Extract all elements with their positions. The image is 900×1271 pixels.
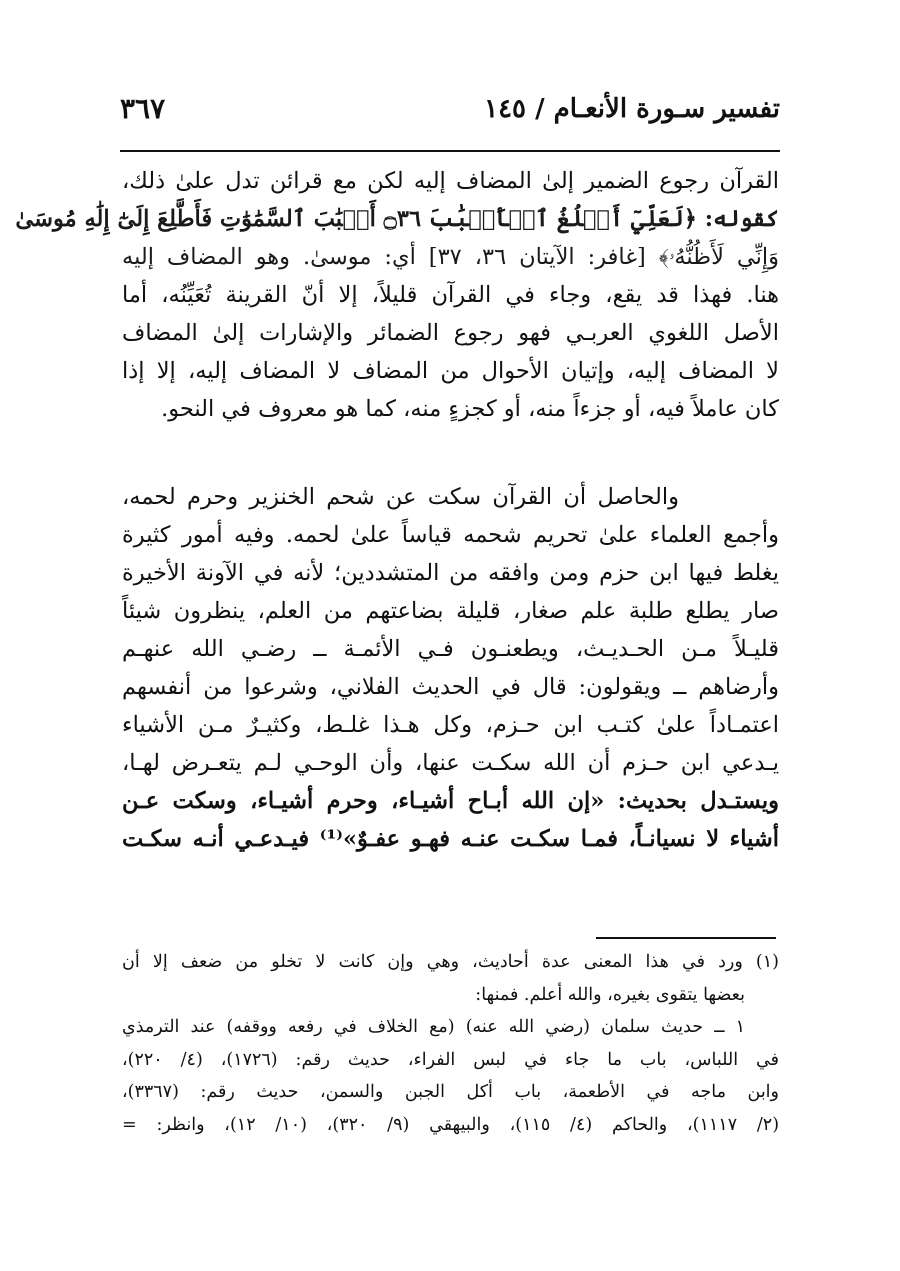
hadith-line: أشياء لا نسيانـاً، فمـا سكـت عنـه فهـو عفـوٌ»⁽¹⁾ فيـدعـي أنـه سكـت xyxy=(122,826,779,852)
footnotes xyxy=(122,946,779,1141)
text-line: اعتمـاداً علىٰ كتـب ابن حـزم، وكل هـذا غلـط، وكثيـرٌ مـن الأشياء xyxy=(122,712,779,738)
text-line: يـدعي ابن حـزم أن الله سكـت عنها، وأن الوحـي لـم يتعـرض لهـا، xyxy=(122,750,779,776)
paragraph-spacer xyxy=(122,428,779,478)
text-line: يغلط فيها ابن حزم ومن وافقه من المتشددين؛ لأنه في الآونة الأخيرة xyxy=(122,560,779,586)
footnote-line: (١) ورد في هذا المعنى عدة أحاديث، وهي وإن كانت لا تخلو من ضعف إلا أن xyxy=(122,952,779,972)
text-line: وأرضاهم ــ ويقولون: قال في الحديث الفلاني، وشرعوا من أنفسهم xyxy=(122,674,779,700)
text-line: والحاصل أن القرآن سكت عن شحم الخنزير وحرم لحمه، xyxy=(122,484,679,510)
footnote-line: في اللباس، باب ما جاء في لبس الفراء، حديث رقم: (١٧٢٦)، (٤/ ٢٢٠)، xyxy=(122,1049,780,1070)
page-number: ٣٦٧ xyxy=(120,92,166,125)
paragraph-1 xyxy=(15,162,779,428)
footnote-line: (٢/ ١١١٧)، والحاكم (٤/ ١١٥)، والبيهقي (٩/ ٣٢٠)، (١٠/ ١٢)، وانظر: = xyxy=(122,1114,780,1135)
text-line: وأجمع العلماء علىٰ تحريم شحمه قياساً علىٰ لحمه. وفيه أمور كثيرة xyxy=(122,522,779,548)
page-header xyxy=(120,88,780,138)
text-line: كان عاملاً فيه، أو جزءاً منه، أو كجزءٍ منه، كما هو معروف في النحو. xyxy=(161,396,779,422)
quran-verse-line: وَإِنِّي لَأَظُنُّهُۥ﴾ [غافر: الآيتان ٣٦، ٣٧] أي: موسىٰ. وهو المضاف إليه xyxy=(122,244,779,270)
quran-verse-line: كقوله: ﴿لَعَلِّيٓ أَبۡلُغُ ٱلۡأَسۡبَٰبَ ۝٣٦ أَسۡبَٰبَ ٱلسَّمَٰوَٰتِ فَأَطَّلِعَ إِلَىٰٓ إِلَٰهِ مُوسَىٰ xyxy=(15,206,779,232)
text-line: القرآن رجوع الضمير إلىٰ المضاف إليه لكن مع قرائن تدل علىٰ ذلك، xyxy=(122,168,779,194)
footnote-line: وابن ماجه في الأطعمة، باب أكل الجبن والسمن، حديث رقم: (٣٣٦٧)، xyxy=(122,1082,779,1102)
running-title: تفسير سـورة الأنعـام / ١٤٥ xyxy=(484,94,780,124)
footnote-divider xyxy=(596,937,776,939)
footnote-line: بعضها يتقوى بغيره، والله أعلم. فمنها: xyxy=(475,984,745,1005)
paragraph-2 xyxy=(122,478,779,858)
hadith-line: ويستـدل بحديث: «إن الله أبـاح أشيـاء، وحرم أشيـاء، وسكت عـن xyxy=(122,788,779,814)
text-line: هنا. فهذا قد يقع، وجاء في القرآن قليلاً، إلا أنّ القرينة تُعَيِّنُه، أما xyxy=(122,282,779,308)
footnote-line: ١ ــ حديث سلمان (رضي الله عنه) (مع الخلاف في رفعه ووقفه) عند الترمذي xyxy=(122,1017,745,1037)
text-line: قليـلاً مـن الحـديـث، ويطعنـون فـي الأئمـة ــ رضـي الله عنهـم xyxy=(122,636,779,662)
main-text xyxy=(15,162,779,858)
header-divider xyxy=(120,150,780,152)
text-line: الأصل اللغوي العربـي فهو رجوع الضمائر والإشارات إلىٰ المضاف xyxy=(122,320,779,346)
text-line: لا المضاف إليه، وإتيان الأحوال من المضاف لا المضاف إليه، إلا إذا xyxy=(122,358,779,384)
text-line: صار يطلع طلبة علم صغار، قليلة بضاعتهم من العلم، ينظرون شيئاً xyxy=(122,598,779,624)
